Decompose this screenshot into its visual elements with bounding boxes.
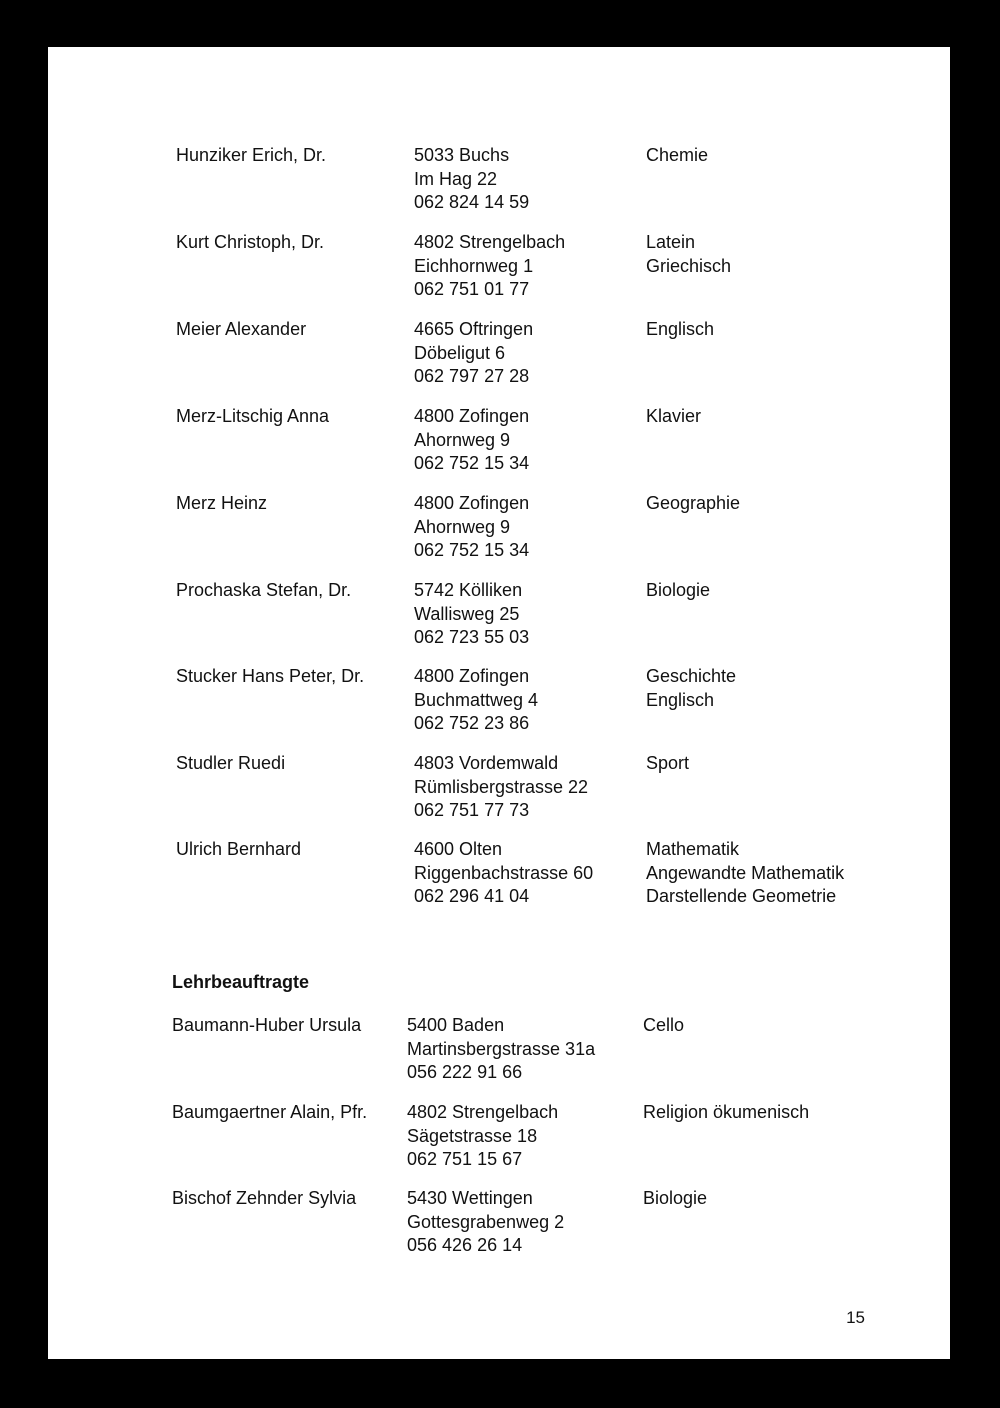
teacher-name: Meier Alexander bbox=[176, 319, 307, 339]
subject: Chemie bbox=[646, 145, 709, 165]
address-city: 4802 Strengelbach bbox=[407, 1102, 559, 1122]
address-street: Döbeligut 6 bbox=[414, 342, 506, 363]
address-city: 4800 Zofingen bbox=[414, 406, 530, 426]
address-city: 5400 Baden bbox=[407, 1015, 505, 1035]
address-city: 4802 Strengelbach bbox=[414, 232, 566, 252]
address-city: 4600 Olten bbox=[414, 839, 503, 859]
subject: Englisch bbox=[646, 689, 715, 710]
teacher-name: Ulrich Bernhard bbox=[176, 839, 302, 859]
phone-number: 056 222 91 66 bbox=[407, 1062, 523, 1082]
address-street: Eichhornweg 1 bbox=[414, 255, 534, 276]
address-street: Buchmattweg 4 bbox=[414, 689, 539, 710]
subject: Biologie bbox=[643, 1188, 708, 1208]
subject: Biologie bbox=[646, 580, 711, 600]
phone-number: 062 752 15 34 bbox=[414, 453, 530, 473]
teacher-name: Merz Heinz bbox=[176, 493, 268, 513]
phone-number: 062 751 15 67 bbox=[407, 1149, 523, 1169]
subject: Sport bbox=[646, 753, 690, 773]
lecturer-name: Baumann-Huber Ursula bbox=[172, 1015, 362, 1035]
subject: Angewandte Mathematik bbox=[646, 862, 845, 883]
teacher-name: Prochaska Stefan, Dr. bbox=[176, 580, 352, 600]
phone-number: 062 751 77 73 bbox=[414, 800, 530, 820]
teacher-name: Stucker Hans Peter, Dr. bbox=[176, 666, 365, 686]
subject: Religion ökumenisch bbox=[643, 1102, 810, 1122]
lecturer-name: Bischof Zehnder Sylvia bbox=[172, 1188, 357, 1208]
address-city: 4800 Zofingen bbox=[414, 493, 530, 513]
address-street: Wallisweg 25 bbox=[414, 603, 520, 624]
address-street: Riggenbachstrasse 60 bbox=[414, 862, 594, 883]
address-city: 5430 Wettingen bbox=[407, 1188, 533, 1208]
subject: Mathematik bbox=[646, 839, 740, 859]
phone-number: 056 426 26 14 bbox=[407, 1235, 523, 1255]
subject: Latein bbox=[646, 232, 696, 252]
address-city: 5033 Buchs bbox=[414, 145, 510, 165]
address-street: Ahornweg 9 bbox=[414, 429, 511, 450]
subject: Geographie bbox=[646, 493, 741, 513]
page-number: 15 bbox=[846, 1308, 865, 1327]
address-street: Im Hag 22 bbox=[414, 168, 498, 189]
address-street: Sägetstrasse 18 bbox=[407, 1125, 538, 1146]
phone-number: 062 752 15 34 bbox=[414, 540, 530, 560]
teacher-name: Studler Ruedi bbox=[176, 753, 286, 773]
document-page bbox=[48, 47, 950, 1359]
subject: Darstellende Geometrie bbox=[646, 886, 837, 906]
teacher-name: Merz-Litschig Anna bbox=[176, 406, 330, 426]
address-city: 4803 Vordemwald bbox=[414, 753, 559, 773]
teacher-name: Hunziker Erich, Dr. bbox=[176, 145, 327, 165]
phone-number: 062 752 23 86 bbox=[414, 713, 530, 733]
teacher-name: Kurt Christoph, Dr. bbox=[176, 232, 325, 252]
address-street: Rümlisbergstrasse 22 bbox=[414, 776, 589, 797]
phone-number: 062 723 55 03 bbox=[414, 627, 530, 647]
address-street: Gottesgrabenweg 2 bbox=[407, 1211, 565, 1232]
address-street: Martinsbergstrasse 31a bbox=[407, 1038, 596, 1059]
subject: Englisch bbox=[646, 319, 715, 339]
lecturer-name: Baumgaertner Alain, Pfr. bbox=[172, 1102, 368, 1122]
phone-number: 062 797 27 28 bbox=[414, 366, 530, 386]
subject: Griechisch bbox=[646, 255, 732, 276]
address-city: 5742 Kölliken bbox=[414, 580, 523, 600]
section-heading: Lehrbeauftragte bbox=[172, 972, 310, 992]
phone-number: 062 751 01 77 bbox=[414, 279, 530, 299]
phone-number: 062 296 41 04 bbox=[414, 886, 530, 906]
subject: Cello bbox=[643, 1015, 685, 1035]
address-street: Ahornweg 9 bbox=[414, 516, 511, 537]
subject: Geschichte bbox=[646, 666, 737, 686]
address-city: 4800 Zofingen bbox=[414, 666, 530, 686]
phone-number: 062 824 14 59 bbox=[414, 192, 530, 212]
address-city: 4665 Oftringen bbox=[414, 319, 534, 339]
subject: Klavier bbox=[646, 406, 702, 426]
